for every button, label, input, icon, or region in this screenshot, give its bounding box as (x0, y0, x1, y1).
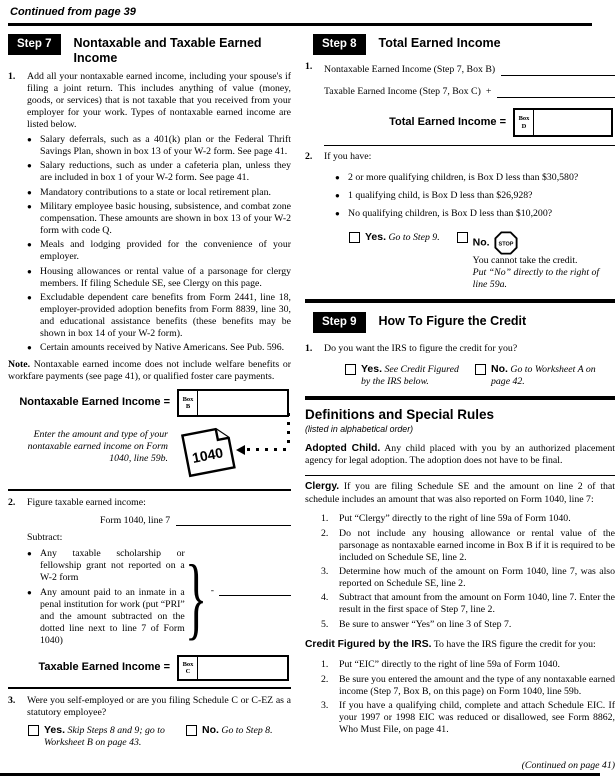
section-divider (8, 687, 291, 689)
note-paragraph (8, 359, 291, 383)
clergy-steps-list (305, 511, 615, 633)
top-rule (8, 23, 592, 26)
subtract-label: Subtract: (27, 532, 63, 544)
no-checkbox[interactable] (457, 232, 468, 243)
item-number: 2. (305, 151, 313, 163)
form-1040-line7-row (100, 515, 291, 527)
item-number: 2. (8, 497, 16, 509)
bullet-icon: ● (27, 343, 32, 353)
yes-checkbox[interactable] (345, 364, 356, 375)
list-number: 1. (321, 513, 329, 525)
bullet-icon: ● (335, 173, 340, 183)
no-instruction: Put “No” directly to the right of line 59a. (472, 266, 600, 290)
yes-option-text (365, 231, 440, 291)
step9-item1-text: Do you want the IRS to figure the credit for you? (324, 342, 518, 354)
bullet-icon: ● (27, 202, 32, 212)
plus-sign: + (485, 86, 492, 98)
step9-badge: Step 9 (313, 312, 366, 333)
yes-option (349, 231, 447, 291)
item-number: 3. (8, 694, 16, 706)
no-option (186, 724, 273, 749)
box-c-input[interactable] (198, 657, 287, 679)
no-checkbox[interactable] (475, 364, 486, 375)
yes-option-text (44, 724, 176, 749)
no-checkbox[interactable] (186, 725, 197, 736)
step7-item1-text: Add all your nontaxable earned income, including your spouse's if filing a joint return. This includes anything of value (money, goods, or services) that is not taxable that you received from your employer for your work. Types of nontaxable earned income are listed below. (27, 71, 291, 130)
no-option-text (202, 724, 273, 749)
form-1040-line7-input[interactable] (176, 515, 291, 526)
box-letter: C (185, 667, 191, 675)
subtraction-amount-input[interactable] (219, 585, 291, 596)
list-item (321, 659, 615, 671)
step7-title: Nontaxable and Taxable Earned Income (73, 36, 262, 65)
no-instruction: Go to Step 8. (221, 724, 273, 736)
arrow-left-icon (236, 445, 245, 455)
credit-figured-definition (305, 639, 615, 652)
no-consequence-text: You cannot take the credit. (472, 255, 578, 267)
list-item (27, 239, 291, 263)
list-item (321, 592, 615, 616)
credit-figured-steps-list (305, 657, 615, 739)
taxable-income-input[interactable] (497, 87, 615, 98)
nontaxable-earned-income-label: Nontaxable Earned Income = (19, 396, 170, 409)
list-item (335, 208, 615, 220)
bullet-text: Salary reductions, such as under a cafeteria plan, unless they are included in box 1 of your W-2 form. See page 41. (40, 160, 291, 184)
list-item (27, 134, 291, 158)
stop-icon-label: STOP (498, 241, 514, 248)
nontaxable-income-line (324, 64, 615, 76)
step9-header (305, 312, 615, 333)
bullet-icon: ● (27, 187, 32, 197)
no-instruction: Go to Worksheet A on page 42. (491, 363, 596, 387)
list-number: 2. (321, 673, 329, 685)
nontaxable-income-input[interactable] (501, 65, 615, 76)
list-item (27, 548, 185, 584)
no-label: No. (491, 362, 508, 375)
step8-badge: Step 8 (313, 34, 366, 55)
bullet-text: Mandatory contributions to a state or local retirement plan. (40, 186, 271, 198)
note-text: Nontaxable earned income does not include welfare benefits or workfare payments (see page 41), or qualified foster care payments. (8, 359, 291, 383)
item-number: 1. (8, 71, 16, 83)
box-letter: D (521, 122, 527, 130)
step7-bullet-list (27, 134, 291, 354)
box-b-input[interactable] (198, 391, 287, 415)
box-d-input[interactable] (534, 110, 611, 135)
box-letter: B (185, 403, 191, 411)
list-item (321, 674, 615, 698)
adopted-child-text: Any child placed with you by an authorized placement agency for legal adoption. The adoption does not have to be final. (305, 442, 615, 467)
list-number: 3. (321, 700, 329, 712)
list-item (321, 619, 615, 631)
list-item (321, 566, 615, 590)
bullet-text: No qualifying children, is Box D less than $10,200? (348, 208, 553, 220)
list-text: Subtract that amount from the amount on Form 1040, line 7. Enter the result in the first space of Step 7, line 2. (339, 592, 615, 616)
list-item (27, 160, 291, 184)
bullet-text: 2 or more qualifying children, is Box D less than $30,580? (348, 172, 579, 184)
note-label: Note. (8, 359, 31, 371)
list-text: Do not include any housing allowance or rental value of the parsonage as nontaxable earned income in Box B if it is required to be included on Schedule SE, line 2. (339, 527, 615, 563)
bullet-icon: ● (335, 191, 340, 201)
adopted-child-term: Adopted Child. (305, 442, 381, 454)
bullet-icon: ● (27, 549, 32, 559)
step8-bullet-list (335, 166, 615, 226)
list-text: If you have a qualifying child, complete and attach Schedule EIC. If your 1997 or 1998 EIC was reduced or disallowed, see Form 8862, Who Must File, on page 41. (339, 700, 615, 736)
list-number: 1. (321, 659, 329, 671)
right-column (296, 32, 615, 780)
no-label: No. (472, 236, 490, 249)
no-option-text (473, 231, 605, 291)
step7-item3-text: Were you self-employed or are you filing Schedule C or C-EZ as a statutory employee? (27, 694, 291, 718)
list-item (27, 587, 185, 647)
total-earned-income-row (324, 108, 613, 137)
form-1040-icon (176, 421, 240, 487)
box-word: Box (182, 660, 194, 668)
yes-label: Yes. (365, 231, 387, 244)
step7-yes-no-options (28, 724, 291, 749)
list-item (335, 190, 615, 202)
box-word: Box (182, 395, 194, 403)
bullet-icon: ● (27, 266, 32, 276)
yes-option (345, 363, 465, 388)
continued-from-header: Continued from page 39 (10, 6, 136, 18)
box-b-tag (179, 391, 198, 415)
step8-yes-no-options (349, 231, 615, 291)
list-item (27, 266, 291, 290)
step7-item2-text: Figure taxable earned income: (27, 497, 146, 509)
subtract-group (27, 546, 291, 649)
two-column-layout (8, 32, 615, 780)
no-option (475, 363, 605, 388)
list-text: Determine how much of the amount on Form 1040, line 7, was also reported on Schedule SE, line 2. (339, 566, 615, 590)
step9-yes-no-options (345, 363, 615, 388)
taxable-earned-income-label: Taxable Earned Income = (38, 661, 170, 674)
minus-sign: - (210, 584, 214, 596)
list-number: 5. (321, 618, 329, 630)
clergy-definition (305, 481, 615, 505)
section-divider-thick (305, 299, 615, 303)
section-divider-thick (305, 396, 615, 400)
dotted-line-vertical (287, 413, 290, 447)
bullet-text: Housing allowances or rental value of a parsonage for clergy members. If filing Schedule SE, see Clergy on this page. (40, 265, 291, 289)
bullet-text: Excludable dependent care benefits from Form 2441, line 18, employer-provided adoption benefits from Form 8839, line 30, and educational assistance benefits (these benefits may be shown in box 14 of your W-2 form). (40, 292, 291, 339)
adopted-child-definition (305, 443, 615, 467)
list-item (321, 700, 615, 736)
yes-label: Yes. (44, 723, 66, 736)
yes-checkbox[interactable] (349, 232, 360, 243)
no-option-text (491, 363, 605, 388)
yes-option-text (361, 363, 465, 388)
box-c (177, 655, 289, 681)
definition-divider (305, 475, 615, 476)
taxable-earned-income-row (8, 655, 289, 681)
list-text: Be sure to answer “Yes” on line 3 of Step 7. (339, 618, 512, 630)
brace-glyph: } (184, 546, 207, 649)
step9-item-1 (305, 343, 615, 355)
clergy-term: Clergy. (305, 481, 340, 493)
yes-label: Yes. (361, 362, 383, 375)
bullet-text: Salary deferrals, such as a 401(k) plan or the Federal Thrift Savings Plan, shown in box 13 of your W-2 form. See page 41. (40, 133, 291, 157)
item-number: 1. (305, 342, 313, 354)
taxable-income-line (324, 86, 615, 98)
nontaxable-income-line-label: Nontaxable Earned Income (Step 7, Box B) (324, 64, 496, 76)
stop-icon (494, 240, 518, 251)
list-number: 3. (321, 566, 329, 578)
step8-header (305, 34, 615, 55)
yes-instruction: Go to Step 9. (388, 232, 440, 244)
section-divider (324, 145, 615, 146)
bullet-text: Any amount paid to an inmate in a penal institution for work (put “PRI” and the amount subtracted on the dotted line next to line 7 of Form 1040) (40, 586, 185, 646)
bullet-icon: ● (27, 134, 32, 144)
list-number: 4. (321, 592, 329, 604)
bullet-icon: ● (27, 587, 32, 597)
step7-item-3 (8, 695, 291, 719)
bullet-icon: ● (27, 240, 32, 250)
bullet-text: 1 qualifying child, is Box D less than $26,928? (348, 190, 533, 202)
definitions-title: Definitions and Special Rules (305, 406, 495, 422)
no-option (457, 231, 605, 291)
nontaxable-earned-income-row (8, 389, 289, 417)
list-text: Put “Clergy” directly to the right of line 59a of Form 1040. (339, 513, 571, 525)
list-item (321, 528, 615, 564)
box-d-tag (515, 110, 534, 135)
continued-on-footer: (Continued on page 41) (521, 760, 615, 772)
yes-option (28, 724, 176, 749)
list-item (27, 187, 291, 199)
bullet-icon: ● (27, 161, 32, 171)
box-d (513, 108, 613, 137)
credit-figured-term: Credit Figured by the IRS. (305, 639, 432, 651)
list-text: Put “EIC” directly to the right of line 59a of Form 1040. (339, 659, 560, 671)
left-column (8, 32, 296, 780)
list-text: Be sure you entered the amount and the type of any nontaxable earned income (Step 7, Box B, on this page) on Form 1040, line 59b. (339, 673, 615, 697)
clergy-text: If you are filing Schedule SE and the amount on line 2 of that schedule includes an amount that was also reported on Form 1040, line 7: (305, 481, 615, 505)
item-number: 1. (305, 61, 313, 73)
bullet-text: Meals and lodging provided for the convenience of your employer. (40, 239, 291, 263)
bottom-rule (0, 773, 600, 776)
bullet-icon: ● (335, 209, 340, 219)
credit-figured-text: To have the IRS figure the credit for you: (433, 639, 596, 651)
list-item (27, 342, 291, 354)
step8-item2-text: If you have: (324, 151, 372, 163)
yes-instruction: Skip Steps 8 and 9; go to Worksheet B on page 43. (44, 724, 165, 748)
no-label: No. (202, 723, 219, 736)
bullet-text: Certain amounts received by Native Americans. See Pub. 596. (40, 342, 285, 354)
step8-title: Total Earned Income (378, 36, 501, 51)
bullet-icon: ● (27, 293, 32, 303)
list-item (321, 513, 615, 525)
list-item (335, 172, 615, 184)
step8-item1-body (324, 61, 615, 140)
form-1040-icon-label: 1040 (190, 444, 225, 467)
box-c-tag (179, 657, 198, 679)
step8-item-1 (305, 61, 615, 140)
bullet-text: Any taxable scholarship or fellowship grant not reported on a W-2 form (40, 548, 185, 584)
section-divider (8, 489, 291, 491)
subtract-bullet-list (27, 546, 185, 649)
list-item (27, 292, 291, 340)
nontaxable-income-instruction: Enter the amount and type of your nontaxable earned income on Form 1040, line 59b. (27, 429, 168, 465)
step8-item-2 (305, 151, 615, 163)
form-1040-callout (8, 421, 291, 483)
subtraction-amount-row (211, 585, 291, 597)
step9-title: How To Figure the Credit (378, 313, 527, 328)
yes-instruction: See Credit Figured by the IRS below. (361, 363, 459, 387)
step7-item-2 (8, 497, 291, 509)
step7-header (8, 34, 291, 65)
total-earned-income-label: Total Earned Income = (389, 116, 506, 129)
list-number: 2. (321, 527, 329, 539)
definitions-subtitle: (listed in alphabetical order) (305, 424, 414, 435)
taxable-income-line-label: Taxable Earned Income (Step 7, Box C) (324, 86, 481, 98)
yes-checkbox[interactable] (28, 725, 39, 736)
box-b (177, 389, 289, 417)
step7-badge: Step 7 (8, 34, 61, 55)
dotted-line-horizontal (247, 448, 290, 451)
box-word: Box (518, 115, 530, 123)
step7-item-1 (8, 71, 291, 131)
list-item (27, 201, 291, 237)
bullet-text: Military employee basic housing, subsistence, and combat zone compensation. These amounts are shown in box 13 of your W-2 form with code Q. (40, 201, 291, 236)
form-1040-line7-label: Form 1040, line 7 (100, 515, 171, 527)
